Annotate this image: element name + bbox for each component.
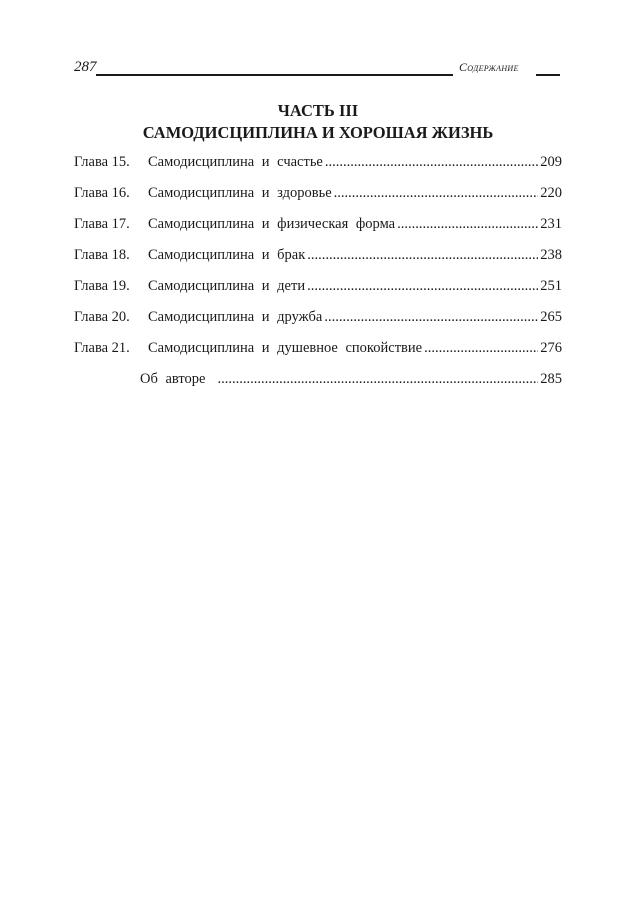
page-number: 287 (74, 59, 97, 75)
toc-chapter-number: Глава 16. (74, 185, 130, 201)
toc-chapter-title: Самодисциплина и здоровье (148, 185, 332, 201)
toc-dot-leader (334, 183, 539, 203)
toc-chapter-number: Глава 17. (74, 216, 130, 232)
toc-entry (74, 338, 562, 369)
toc-chapter-number: Глава 15. (74, 154, 130, 170)
toc-chapter-title: Самодисциплина и брак (148, 247, 306, 263)
toc-dot-leader (397, 214, 538, 234)
toc-entry (74, 183, 562, 214)
toc-chapter-title: Самодисциплина и душевное спокойствие (148, 340, 423, 356)
toc-chapter-title: Самодисциплина и физическая форма (148, 216, 396, 232)
header-rule (96, 74, 453, 76)
toc-page-number: 231 (540, 216, 562, 232)
toc-entry (74, 307, 562, 338)
toc-chapter-number: Глава 18. (74, 247, 130, 263)
toc-chapter-number: Глава 19. (74, 278, 130, 294)
toc-entry (74, 276, 562, 307)
toc-dot-leader (325, 152, 538, 172)
toc-page-number: 220 (540, 185, 562, 201)
toc-entry (74, 152, 562, 183)
toc-entry-about-author (74, 369, 562, 400)
part-title: САМОДИСЦИПЛИНА И ХОРОШАЯ ЖИЗНЬ (142, 123, 494, 142)
toc-page-number: 238 (540, 247, 562, 263)
toc-entry-title: Об авторе (140, 371, 206, 387)
toc-dot-leader (424, 338, 538, 358)
toc-dot-leader (217, 369, 538, 389)
toc-chapter-title: Самодисциплина и дружба (148, 309, 323, 325)
toc-page-number: 285 (540, 371, 562, 387)
running-title: Содержание (459, 60, 519, 74)
toc-entry (74, 245, 562, 276)
toc-chapter-title: Самодисциплина и дети (148, 278, 306, 294)
part-label: ЧАСТЬ III (277, 101, 359, 120)
toc-dot-leader (307, 245, 538, 265)
header-rule-short (536, 74, 560, 76)
toc-page-number: 276 (540, 340, 562, 356)
page-header (74, 58, 562, 78)
table-of-contents (74, 152, 562, 400)
toc-page-number: 265 (540, 309, 562, 325)
toc-chapter-number: Глава 21. (74, 340, 130, 356)
toc-page-number: 209 (540, 154, 562, 170)
toc-page-number: 251 (540, 278, 562, 294)
toc-dot-leader (307, 276, 538, 296)
toc-dot-leader (324, 307, 538, 327)
toc-chapter-title: Самодисциплина и счастье (148, 154, 323, 170)
toc-chapter-number: Глава 20. (74, 309, 130, 325)
toc-entry (74, 214, 562, 245)
